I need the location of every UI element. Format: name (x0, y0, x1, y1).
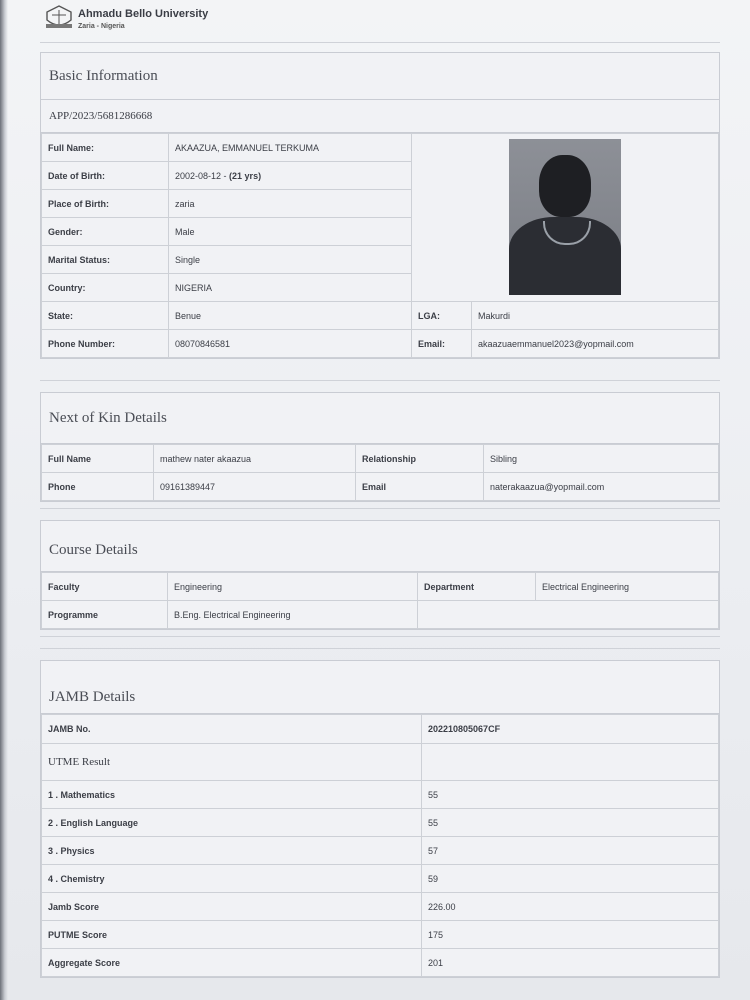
jamb-details-section (40, 660, 720, 978)
field-value-relationship: Sibling (484, 445, 719, 473)
table-row (42, 781, 719, 809)
table-row (42, 573, 719, 601)
subject-label: 1 . Mathematics (42, 781, 422, 809)
field-value-marital-status: Single (169, 246, 412, 274)
section-title-course: Course Details (41, 521, 719, 572)
applicant-photo (509, 139, 621, 295)
field-label: JAMB No. (42, 715, 422, 744)
table-row (42, 330, 719, 358)
university-location: Zaria - Nigeria (78, 23, 125, 30)
section-title-jamb: JAMB Details (41, 661, 719, 714)
table-row (42, 715, 719, 744)
table-row (42, 949, 719, 977)
field-value-state: Benue (169, 302, 412, 330)
subject-score: 59 (422, 865, 719, 893)
field-label: Phone (42, 473, 154, 501)
age-value: (21 yrs) (229, 170, 262, 181)
field-value-place-of-birth: zaria (169, 190, 412, 218)
score-label: PUTME Score (42, 921, 422, 949)
field-value-kin-name: mathew nater akaazua (154, 445, 356, 473)
aggregate-score-value: 201 (422, 949, 719, 977)
application-number: APP/2023/5681286668 (41, 100, 719, 133)
field-label: Relationship (356, 445, 484, 473)
field-label: State: (42, 302, 169, 330)
field-value-jamb-no: 202210805067CF (422, 715, 719, 744)
field-label: Email: (412, 330, 472, 358)
next-of-kin-section (40, 392, 720, 502)
putme-score-value: 175 (422, 921, 719, 949)
subject-score: 55 (422, 781, 719, 809)
university-name: Ahmadu Bello University (78, 8, 209, 20)
field-value-full-name: AKAAZUA, EMMANUEL TERKUMA (169, 134, 412, 162)
field-label: Programme (42, 601, 168, 629)
utme-heading-cell (42, 744, 422, 781)
field-label: Gender: (42, 218, 169, 246)
dob-value: 2002-08-12 (175, 170, 222, 181)
field-value-kin-phone: 09161389447 (154, 473, 356, 501)
divider (40, 42, 720, 43)
page-edge-shadow (0, 0, 8, 1000)
field-value-country: NIGERIA (169, 274, 412, 302)
table-row (42, 473, 719, 501)
table-row (42, 744, 719, 781)
table-row (42, 837, 719, 865)
field-label: Department (418, 573, 536, 601)
divider (40, 380, 720, 381)
field-label: Faculty (42, 573, 168, 601)
field-label: Full Name: (42, 134, 169, 162)
field-label: LGA: (412, 302, 472, 330)
table-row (42, 134, 719, 162)
course-details-section (40, 520, 720, 630)
field-value-email: akaazuaemmanuel2023@yopmail.com (472, 330, 719, 358)
jamb-score-value: 226.00 (422, 893, 719, 921)
basic-info-table (41, 133, 719, 358)
table-row (42, 809, 719, 837)
field-label: Email (356, 473, 484, 501)
subject-label: 2 . English Language (42, 809, 422, 837)
field-value-programme: B.Eng. Electrical Engineering (168, 601, 418, 629)
jamb-table (41, 714, 719, 977)
field-label: Date of Birth: (42, 162, 169, 190)
table-row (42, 601, 719, 629)
subject-score: 55 (422, 809, 719, 837)
field-value-lga: Makurdi (472, 302, 719, 330)
field-value-gender: Male (169, 218, 412, 246)
empty-cell (422, 744, 719, 781)
table-row (42, 302, 719, 330)
field-label: Full Name (42, 445, 154, 473)
table-row (42, 921, 719, 949)
basic-information-section (40, 52, 720, 359)
subject-label: 4 . Chemistry (42, 865, 422, 893)
divider (40, 648, 720, 649)
section-title-kin: Next of Kin Details (41, 393, 719, 444)
table-row (42, 445, 719, 473)
field-value-phone: 08070846581 (169, 330, 412, 358)
field-label: Place of Birth: (42, 190, 169, 218)
field-value-faculty: Engineering (168, 573, 418, 601)
field-label: Marital Status: (42, 246, 169, 274)
divider (40, 636, 720, 637)
empty-cell (418, 601, 719, 629)
utme-result-heading: UTME Result (48, 756, 111, 768)
field-label: Phone Number: (42, 330, 169, 358)
score-label: Aggregate Score (42, 949, 422, 977)
divider (40, 508, 720, 509)
section-title-basic: Basic Information (41, 53, 719, 100)
table-row (42, 893, 719, 921)
field-value-department: Electrical Engineering (536, 573, 719, 601)
field-label: Country: (42, 274, 169, 302)
field-value-kin-email: naterakaazua@yopmail.com (484, 473, 719, 501)
kin-table (41, 444, 719, 501)
course-table (41, 572, 719, 629)
table-row (42, 865, 719, 893)
university-crest-icon (44, 4, 74, 30)
field-value-dob: 2002-08-12 - (21 yrs) (169, 162, 412, 190)
subject-score: 57 (422, 837, 719, 865)
subject-label: 3 . Physics (42, 837, 422, 865)
score-label: Jamb Score (42, 893, 422, 921)
photo-cell (412, 134, 719, 302)
